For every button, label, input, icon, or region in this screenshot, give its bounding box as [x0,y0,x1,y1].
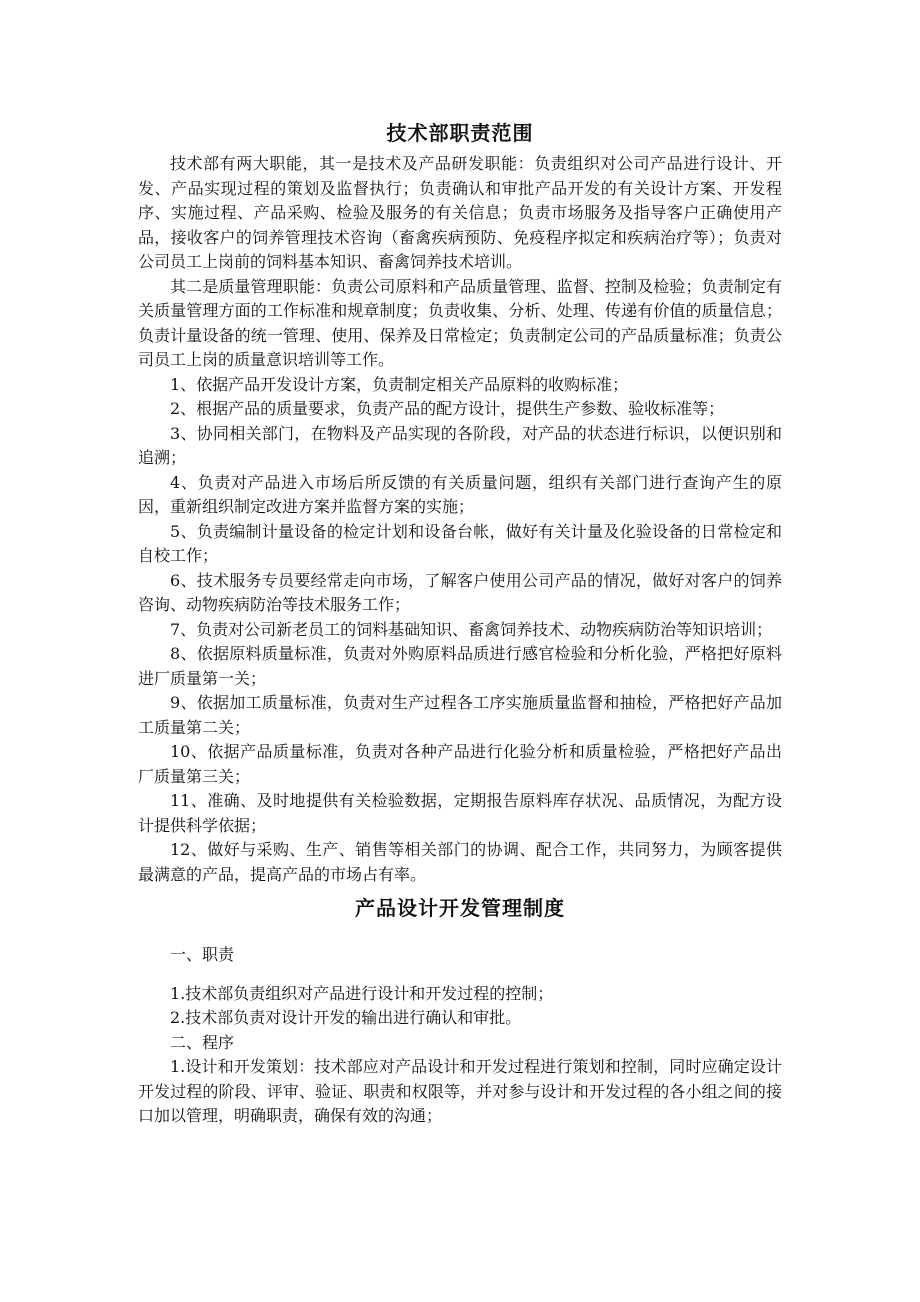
duty-item-2: 2、根据产品的质量要求，负责产品的配方设计，提供生产参数、验收标准等； [170,399,725,418]
duty-item-1: 1、依据产品开发设计方案，负责制定相关产品原料的收购标准； [170,374,629,394]
duty-item-11: 11、准确、及时地提供有关检验数据，定期报告原料库存状况、品质情况，为配方设计提供科学依据； [138,791,782,835]
duty-item-10: 10、依据产品质量标准，负责对各种产品进行化验分析和质量检验，严格把好产品出厂质量第三关； [138,742,782,786]
intro-paragraph-1: 技术部有两大职能，其一是技术及产品研发职能：负责组织对公司产品进行设计、开发、产品实现过程的策划及监督执行；负责确认和审批产品开发的有关设计方案、开发程序、实施过程、产品采购、检验及服务的有关信息；负责市场服务及指导客户正确使用产品，接收客户的饲养管理技术咨询（畜禽疾病预防、免疫程序拟定和疾病治疗等）；负责对公司员工上岗前的饲料基本知识、畜禽饲养技术培训。 [138,154,782,271]
duty-item-3: 3、协同相关部门，在物料及产品实现的各阶段，对产品的状态进行标识，以便识别和追溯； [138,423,782,467]
duties-item-2: 2.技术部负责对设计开发的输出进行确认和审批。 [170,1008,522,1027]
duty-item-4: 4、负责对产品进入市场后所反馈的有关质量问题，组织有关部门进行查询产生的原因，重新组织制定改进方案并监督方案的实施； [138,472,782,516]
section-heading-duties: 一、职责 [170,945,235,964]
document-page [138,118,782,1129]
duty-item-7: 7、负责对公司新老员工的饲料基础知识、畜禽饲养技术、动物疾病防治等知识培训； [170,619,773,639]
duties-item-1: 1.技术部负责组织对产品进行设计和开发过程的控制； [170,983,554,1003]
intro-paragraph-2: 其二是质量管理职能：负责公司原料和产品质量管理、监督、控制及检验；负责制定有关质量管理方面的工作标准和规章制度；负责收集、分析、处理、传递有价值的质量信息；负责计量设备的统一管理、使用、保养及日常检定；负责制定公司的产品质量标准；负责公司员工上岗的质量意识培训等工作。 [138,276,782,369]
procedure-item-1: 1.设计和开发策划：技术部应对产品设计和开发过程进行策划和控制，同时应确定设计开发过程的阶段、评审、验证、职责和权限等，并对参与设计和开发过程的各小组之间的接口加以管理，明确职责，确保有效的沟通； [138,1057,782,1125]
page-title: 技术部职责范围 [386,121,534,145]
section-title-2: 产品设计开发管理制度 [355,896,565,920]
duty-item-9: 9、依据加工质量标准，负责对生产过程各工序实施质量监督和抽检，严格把好产品加工质量第二关； [138,693,782,737]
section-heading-procedure: 二、程序 [170,1032,235,1052]
duty-item-8: 8、依据原料质量标准，负责对外购原料品质进行感官检验和分析化验，严格把好原料进厂质量第一关； [138,644,782,688]
duty-item-6: 6、技术服务专员要经常走向市场，了解客户使用公司产品的情况，做好对客户的饲养咨询、动物疾病防治等技术服务工作； [138,570,782,614]
duty-item-12: 12、做好与采购、生产、销售等相关部门的协调、配合工作，共同努力，为顾客提供最满意的产品，提高产品的市场占有率。 [138,840,782,884]
duty-item-5: 5、负责编制计量设备的检定计划和设备台帐，做好有关计量及化验设备的日常检定和自校工作； [138,521,782,565]
